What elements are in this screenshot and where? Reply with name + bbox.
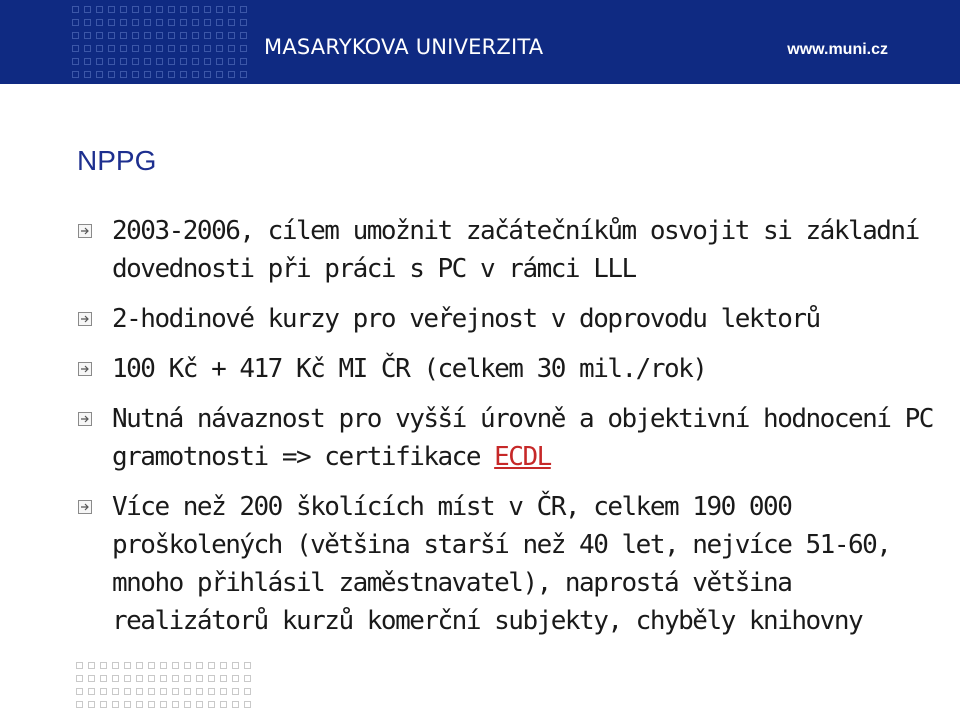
list-item-text: 100 Kč + 417 Kč MI ČR (celkem 30 mil./rok) — [112, 354, 707, 384]
decorative-square — [96, 32, 103, 39]
list-item — [74, 350, 934, 388]
decorative-square — [156, 6, 163, 13]
decorative-square — [220, 662, 227, 669]
decorative-square — [160, 688, 167, 695]
decorative-square — [156, 32, 163, 39]
decorative-square — [124, 688, 131, 695]
decorative-square — [136, 662, 143, 669]
decorative-square — [148, 688, 155, 695]
decorative-square — [96, 58, 103, 65]
decorative-square — [124, 701, 131, 708]
decorative-square — [228, 45, 235, 52]
list-item — [74, 400, 934, 476]
decorative-square — [112, 675, 119, 682]
header-dot-pattern — [72, 6, 252, 84]
decorative-square — [112, 662, 119, 669]
decorative-square — [244, 688, 251, 695]
decorative-square — [88, 688, 95, 695]
bullet-list — [74, 212, 934, 652]
list-item-text: Nutná návaznost pro vyšší úrovně a objektivní hodnocení PC gramotnosti => certifikace — [112, 404, 933, 472]
decorative-square — [160, 662, 167, 669]
list-item — [74, 300, 934, 338]
decorative-square — [148, 675, 155, 682]
decorative-square — [180, 45, 187, 52]
decorative-square — [112, 701, 119, 708]
decorative-square — [172, 701, 179, 708]
decorative-square — [132, 6, 139, 13]
decorative-square — [72, 71, 79, 78]
decorative-square — [96, 45, 103, 52]
decorative-square — [108, 6, 115, 13]
decorative-square — [144, 71, 151, 78]
decorative-square — [108, 45, 115, 52]
decorative-square — [144, 32, 151, 39]
decorative-square — [136, 701, 143, 708]
arrow-box-icon — [78, 362, 92, 376]
decorative-square — [196, 701, 203, 708]
decorative-square — [240, 71, 247, 78]
decorative-square — [168, 32, 175, 39]
list-item-text: 2003-2006, cílem umožnit začátečníkům osvojit si základní dovednosti při práci s PC v rámci LLL — [112, 216, 919, 284]
footer-dot-pattern — [76, 662, 256, 714]
decorative-square — [180, 6, 187, 13]
decorative-square — [76, 662, 83, 669]
decorative-square — [144, 6, 151, 13]
decorative-square — [156, 58, 163, 65]
decorative-square — [240, 6, 247, 13]
decorative-square — [244, 662, 251, 669]
decorative-square — [180, 71, 187, 78]
decorative-square — [168, 19, 175, 26]
list-item — [74, 212, 934, 288]
decorative-square — [232, 701, 239, 708]
decorative-square — [120, 19, 127, 26]
decorative-square — [216, 58, 223, 65]
decorative-square — [156, 19, 163, 26]
decorative-square — [72, 32, 79, 39]
decorative-square — [228, 32, 235, 39]
decorative-square — [108, 71, 115, 78]
decorative-square — [112, 688, 119, 695]
decorative-square — [120, 71, 127, 78]
decorative-square — [84, 32, 91, 39]
decorative-square — [240, 19, 247, 26]
decorative-square — [100, 675, 107, 682]
decorative-square — [124, 662, 131, 669]
decorative-square — [208, 662, 215, 669]
decorative-square — [240, 45, 247, 52]
website-url[interactable]: www.muni.cz — [787, 41, 888, 58]
decorative-square — [88, 675, 95, 682]
decorative-square — [192, 6, 199, 13]
decorative-square — [196, 662, 203, 669]
decorative-square — [220, 688, 227, 695]
decorative-square — [84, 71, 91, 78]
decorative-square — [156, 45, 163, 52]
decorative-square — [192, 19, 199, 26]
decorative-square — [216, 6, 223, 13]
header-bar — [0, 0, 960, 84]
decorative-square — [84, 45, 91, 52]
list-item — [74, 488, 934, 640]
decorative-square — [244, 675, 251, 682]
decorative-square — [108, 19, 115, 26]
slide-title: NPPG — [77, 145, 157, 176]
decorative-square — [88, 701, 95, 708]
decorative-square — [204, 19, 211, 26]
decorative-square — [168, 45, 175, 52]
decorative-square — [232, 688, 239, 695]
decorative-square — [208, 701, 215, 708]
decorative-square — [220, 675, 227, 682]
decorative-square — [232, 675, 239, 682]
decorative-square — [204, 45, 211, 52]
decorative-square — [228, 58, 235, 65]
decorative-square — [136, 675, 143, 682]
decorative-square — [144, 58, 151, 65]
decorative-square — [96, 71, 103, 78]
arrow-box-icon — [78, 312, 92, 326]
decorative-square — [160, 701, 167, 708]
decorative-square — [132, 32, 139, 39]
decorative-square — [120, 32, 127, 39]
decorative-square — [208, 675, 215, 682]
decorative-square — [120, 45, 127, 52]
decorative-square — [124, 675, 131, 682]
decorative-square — [108, 58, 115, 65]
decorative-square — [196, 688, 203, 695]
list-item-text: 2-hodinové kurzy pro veřejnost v doprovodu lektorů — [112, 304, 820, 334]
decorative-square — [100, 688, 107, 695]
decorative-square — [240, 58, 247, 65]
decorative-square — [76, 675, 83, 682]
decorative-square — [132, 19, 139, 26]
arrow-box-icon — [78, 500, 92, 514]
decorative-square — [240, 32, 247, 39]
decorative-square — [148, 701, 155, 708]
decorative-square — [72, 19, 79, 26]
decorative-square — [84, 6, 91, 13]
decorative-square — [204, 6, 211, 13]
decorative-square — [172, 675, 179, 682]
decorative-square — [172, 688, 179, 695]
decorative-square — [72, 45, 79, 52]
decorative-square — [184, 688, 191, 695]
decorative-square — [168, 71, 175, 78]
arrow-box-icon — [78, 412, 92, 426]
decorative-square — [192, 71, 199, 78]
decorative-square — [96, 19, 103, 26]
decorative-square — [228, 19, 235, 26]
decorative-square — [228, 71, 235, 78]
university-name: MASARYKOVA UNIVERZITA — [264, 35, 544, 59]
decorative-square — [96, 6, 103, 13]
decorative-square — [216, 71, 223, 78]
decorative-square — [228, 6, 235, 13]
decorative-square — [180, 32, 187, 39]
decorative-square — [120, 6, 127, 13]
decorative-square — [76, 688, 83, 695]
decorative-square — [196, 675, 203, 682]
decorative-square — [100, 662, 107, 669]
decorative-square — [132, 58, 139, 65]
decorative-square — [208, 688, 215, 695]
decorative-square — [136, 688, 143, 695]
decorative-square — [204, 71, 211, 78]
decorative-square — [144, 45, 151, 52]
decorative-square — [184, 701, 191, 708]
decorative-square — [108, 32, 115, 39]
decorative-square — [100, 701, 107, 708]
decorative-square — [168, 6, 175, 13]
decorative-square — [192, 58, 199, 65]
decorative-square — [184, 675, 191, 682]
decorative-square — [168, 58, 175, 65]
decorative-square — [216, 45, 223, 52]
decorative-square — [180, 19, 187, 26]
arrow-box-icon — [78, 224, 92, 238]
decorative-square — [216, 19, 223, 26]
decorative-square — [192, 45, 199, 52]
decorative-square — [180, 58, 187, 65]
decorative-square — [84, 58, 91, 65]
decorative-square — [244, 701, 251, 708]
ecdl-link[interactable]: ECDL — [494, 442, 551, 472]
decorative-square — [132, 45, 139, 52]
decorative-square — [148, 662, 155, 669]
decorative-square — [184, 662, 191, 669]
decorative-square — [144, 19, 151, 26]
decorative-square — [220, 701, 227, 708]
decorative-square — [192, 32, 199, 39]
decorative-square — [120, 58, 127, 65]
decorative-square — [88, 662, 95, 669]
decorative-square — [232, 662, 239, 669]
list-item-text: Více než 200 školících míst v ČR, celkem 190 000 proškolených (většina starší než 40 let, nejvíce 51-60, mnoho přihlásil zaměstnavatel), naprostá většina realizátorů kurzů komerční subjekty, chyběly knihovny — [112, 492, 891, 636]
decorative-square — [172, 662, 179, 669]
decorative-square — [84, 19, 91, 26]
decorative-square — [216, 32, 223, 39]
decorative-square — [76, 701, 83, 708]
decorative-square — [156, 71, 163, 78]
decorative-square — [72, 6, 79, 13]
decorative-square — [204, 58, 211, 65]
decorative-square — [132, 71, 139, 78]
decorative-square — [72, 58, 79, 65]
decorative-square — [204, 32, 211, 39]
decorative-square — [160, 675, 167, 682]
